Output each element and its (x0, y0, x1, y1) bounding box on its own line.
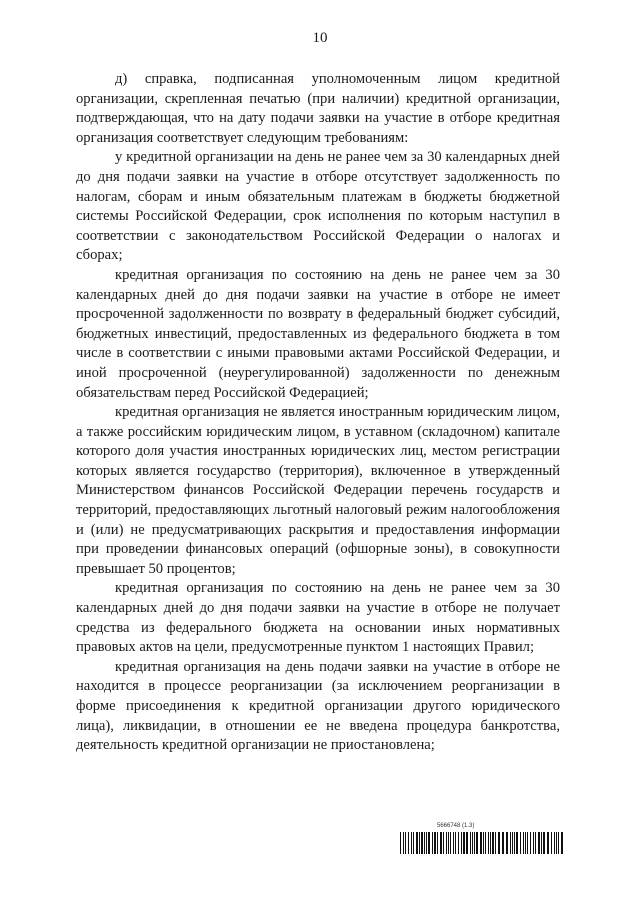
paragraph-overdue-debt: кредитная организация по состоянию на день не ранее чем за 30 календарных дней до дня подачи заявки на участие в отборе не имеет просроченной задолженности по возврату в федеральный бюджет субсидий, бюджетных инвестиций, предоставленных из федерального бюджета в том числе в соответствии с иными правовыми актами Российской Федерации, и иной просроченной (неурегулированной) задолженности по денежным обязательствам перед Российской Федерацией; (76, 266, 560, 401)
paragraph-certificate-intro: д) справка, подписанная уполномоченным лицом кредитной организации, скрепленная печатью (при наличии) кредитной организации, подтверждающая, что на дату подачи заявки на участие в отборе кредитная организация соответствует следующим требованиям: (76, 71, 560, 146)
page-number: 10 (312, 30, 328, 46)
paragraph-tax-debt: у кредитной организации на день не ранее чем за 30 календарных дней до дня подачи заявки на участие в отборе отсутствует задолженность по налогам, сборам и иным обязательным платежам в бюджеты бюджетной системы Российской Федерации, срок исполнения по которым наступил в соответствии с законодательством Российской Федерации о налогах и сборах; (76, 149, 560, 264)
barcode-icon (400, 832, 563, 854)
paragraph-reorganization: кредитная организация на день подачи заявки на участие в отборе не находится в процессе реорганизации (за исключением реорганизации в форме присоединения к кредитной организации другого юридического лица), ликвидации, в отношении ее не введена процедура банкротства, деятельность кредитной организации не приостановлена; (76, 658, 560, 754)
document-body (76, 70, 560, 756)
document-code: 5666748 (1.3) (437, 823, 475, 829)
paragraph-federal-funds: кредитная организация по состоянию на день не ранее чем за 30 календарных дней до дня подачи заявки на участие в отборе не получает средства из федерального бюджета на основании иных нормативных правовых актов на цели, предусмотренные пунктом 1 настоящих Правил; (76, 580, 560, 656)
paragraph-foreign-entity: кредитная организация не является иностранным юридическим лицом, а также российским юридическим лицом, в уставном (складочном) капитале которого доля участия иностранных юридических лиц, местом регистрации которых является государство (территория), включенное в утвержденный Министерством финансов Российской Федерации перечень государств и территорий, предоставляющих льготный налоговый режим налогообложения и (или) не предусматривающих раскрытия и предоставления информации при проведении финансовых операций (офшорные зоны), в совокупности превышает 50 процентов; (76, 404, 560, 577)
